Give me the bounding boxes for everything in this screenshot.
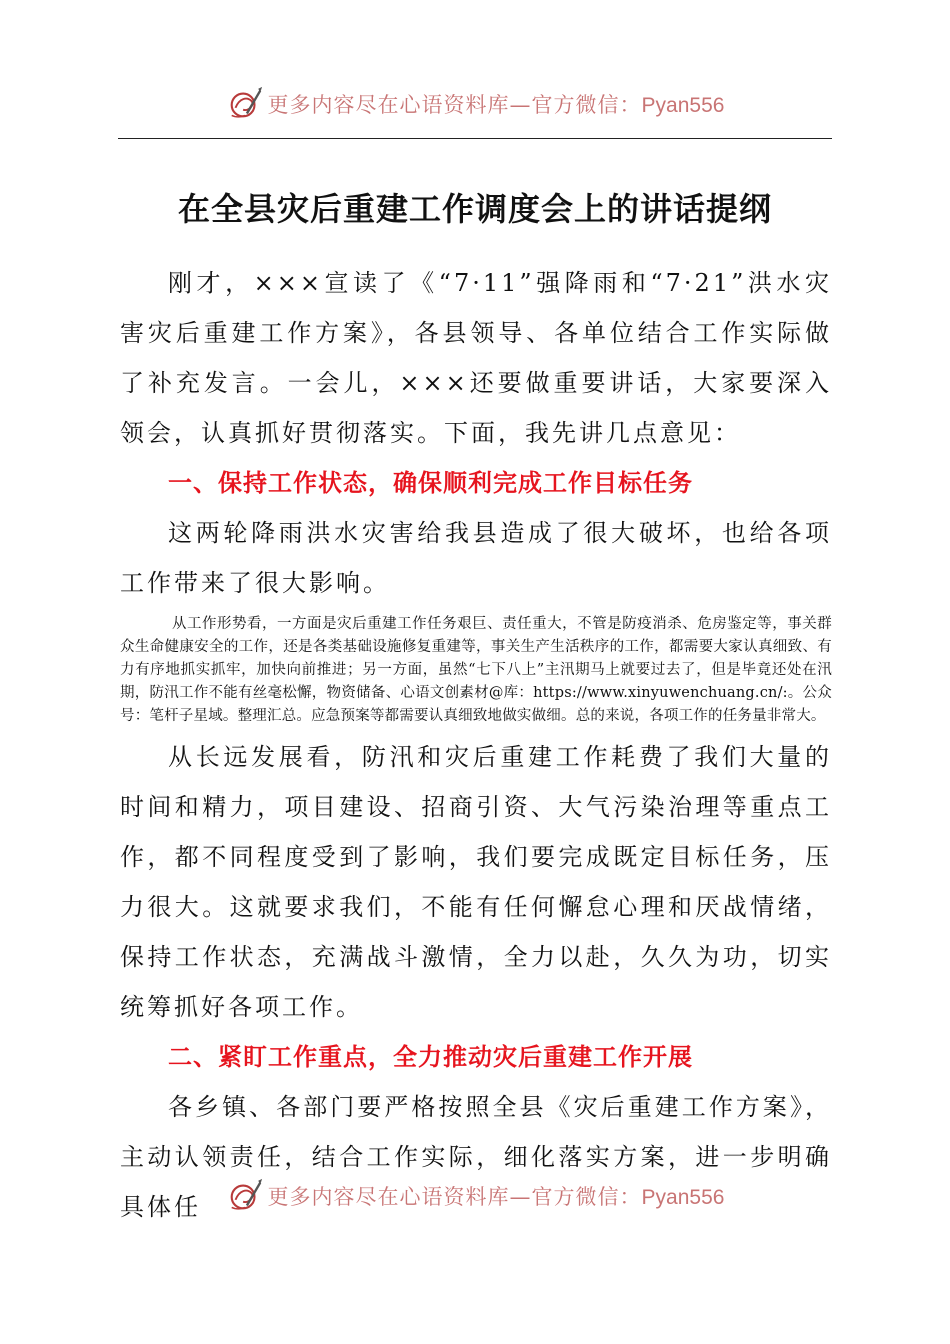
document-title: 在全县灾后重建工作调度会上的讲话提纲 xyxy=(177,190,772,228)
small-paragraph: 从工作形势看，一方面是灾后重建工作任务艰巨、责任重大，不管是防疫消杀、危房鉴定等，事关群众生命健康安全的工作，还是各类基础设施修复重建等，事关生产生活秩序的工作，都需要大家认真细致、有力有序地抓实抓牢，加快向前推进；另一方面，虽然“七下八上”主汛期马上就要过去了，但是毕竟还处在汛期，防汛工作不能有丝毫松懈，物资储备、心语文创素材@库：https://www.xinyuwenchuang.cn/:。公众号：笔杆子星域。整理汇总。应急预案等都需要认真细致地做实做细。总的来说，各项工作的任务量非常大。 xyxy=(120,616,832,724)
section-heading-1: 一、保持工作状态，确保顺利完成工作目标任务 xyxy=(168,469,693,497)
document-body xyxy=(120,258,832,1232)
footer-banner xyxy=(0,1176,950,1216)
header-rule xyxy=(118,138,832,139)
banner-text: 更多内容尽在心语资料库—官方微信：Pyan556 xyxy=(267,1185,725,1209)
body-paragraph-4: 各乡镇、各部门要严格按照全县《灾后重建工作方案》，主动认领责任，结合工作实际，细化落实方案，进一步明确具体任 xyxy=(120,1093,832,1221)
banner-text: 更多内容尽在心语资料库—官方微信：Pyan556 xyxy=(267,93,725,117)
body-paragraph-1: 这两轮降雨洪水灾害给我县造成了很大破坏，也给各项工作带来了很大影响。 xyxy=(120,519,832,597)
header-banner xyxy=(0,84,950,124)
pen-swirl-logo-icon xyxy=(226,1177,264,1215)
section-heading-2: 二、紧盯工作重点，全力推动灾后重建工作开展 xyxy=(168,1043,693,1071)
pen-swirl-logo-icon xyxy=(226,85,264,123)
intro-paragraph: 刚才，×××宣读了《“7·11”强降雨和“7·21”洪水灾害灾后重建工作方案》，各县领导、各单位结合工作实际做了补充发言。一会儿，×××还要做重要讲话，大家要深入领会，认真抓好贯彻落实。下面，我先讲几点意见： xyxy=(120,269,832,447)
body-paragraph-3: 从长远发展看，防汛和灾后重建工作耗费了我们大量的时间和精力，项目建设、招商引资、大气污染治理等重点工作，都不同程度受到了影响，我们要完成既定目标任务，压力很大。这就要求我们，不能有任何懈怠心理和厌战情绪，保持工作状态，充满战斗激情，全力以赴，久久为功，切实统筹抓好各项工作。 xyxy=(120,743,832,1021)
